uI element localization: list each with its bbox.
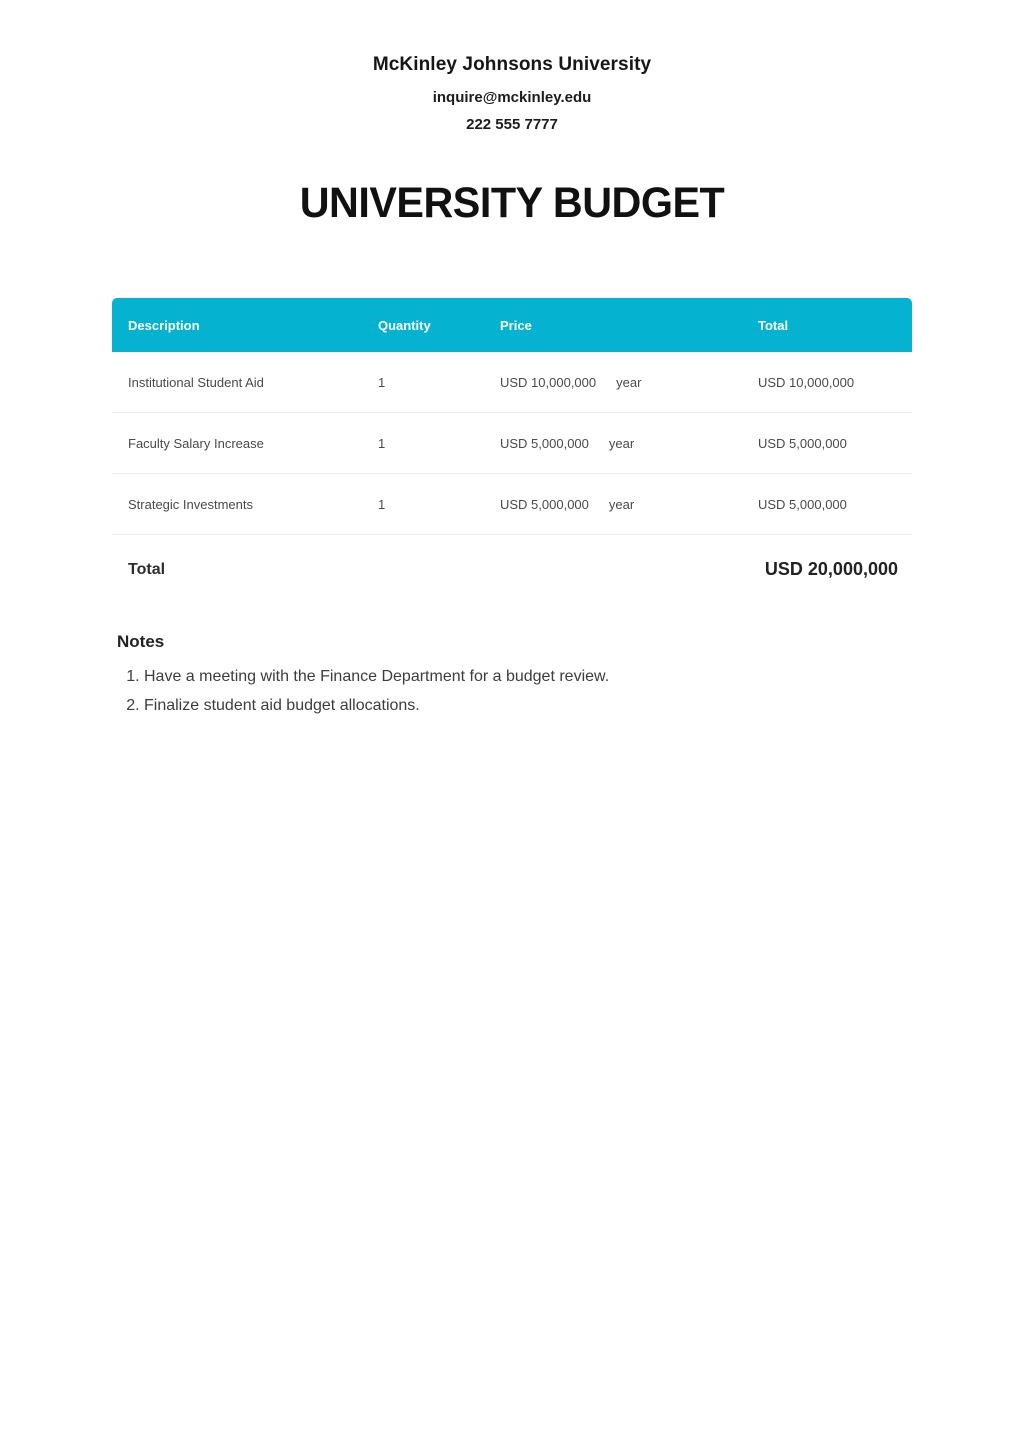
price-amount: USD 5,000,000 <box>500 496 589 512</box>
row-quantity: 1 <box>378 374 386 390</box>
row-total: USD 5,000,000 <box>758 496 847 512</box>
price-amount: USD 5,000,000 <box>500 435 589 451</box>
notes-title: Notes <box>117 632 165 651</box>
row-total: USD 10,000,000 <box>758 374 855 390</box>
note-item: 1. Have a meeting with the Finance Department for a budget review. <box>144 662 912 691</box>
page-title: UNIVERSITY BUDGET <box>299 179 725 227</box>
row-quantity: 1 <box>378 435 386 451</box>
grand-total-value: USD 20,000,000 <box>764 559 898 579</box>
organization-name: McKinley Johnsons University <box>372 54 652 75</box>
price-unit: year <box>616 374 642 390</box>
column-header-price: Price <box>500 317 532 333</box>
row-description: Faculty Salary Increase <box>128 435 264 451</box>
organization-email: inquire@mckinley.edu <box>432 89 592 106</box>
column-header-description: Description <box>128 317 200 333</box>
notes-section <box>117 632 912 720</box>
grand-total-label: Total <box>128 560 166 578</box>
row-description: Strategic Investments <box>128 496 253 512</box>
table-row <box>112 413 912 474</box>
row-total: USD 5,000,000 <box>758 435 847 451</box>
column-header-total: Total <box>758 317 789 333</box>
table-row <box>112 474 912 535</box>
row-description: Institutional Student Aid <box>128 374 264 390</box>
letterhead <box>0 0 1024 133</box>
table-row <box>112 352 912 413</box>
organization-phone: 222 555 7777 <box>466 116 558 133</box>
column-header-quantity: Quantity <box>378 317 431 333</box>
table-header-row <box>112 298 912 352</box>
budget-table <box>112 298 912 535</box>
note-item: 2. Finalize student aid budget allocations. <box>144 691 912 720</box>
row-quantity: 1 <box>378 496 386 512</box>
price-amount: USD 10,000,000 <box>500 374 597 390</box>
row-price <box>500 436 758 451</box>
row-price <box>500 375 758 390</box>
price-unit: year <box>608 496 635 512</box>
row-price <box>500 497 758 512</box>
notes-list <box>117 662 912 720</box>
grand-total-row <box>112 559 912 580</box>
price-unit: year <box>608 435 635 451</box>
